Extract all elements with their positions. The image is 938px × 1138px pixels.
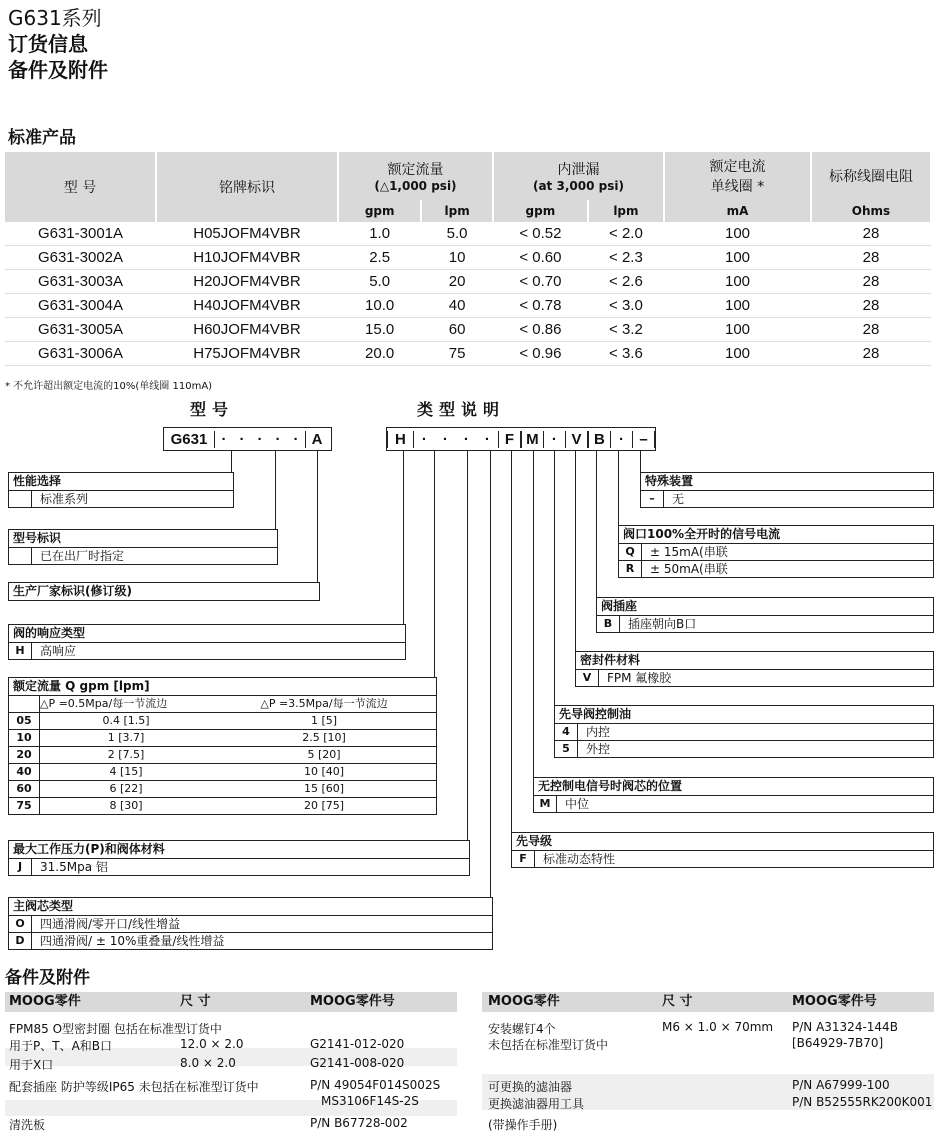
- table-cell: 100: [664, 318, 811, 342]
- acc-left-header: MOOG零件 尺 寸 MOOG零件号: [5, 992, 457, 1012]
- model-code-char: ·: [257, 430, 263, 448]
- type-code-char: F: [498, 431, 521, 448]
- accessories-heading: 备件及附件: [5, 968, 90, 988]
- table-cell: < 0.96: [493, 342, 588, 366]
- table-cell: H20JOFM4VBR: [156, 270, 338, 294]
- table-cell: H40JOFM4VBR: [156, 294, 338, 318]
- table-cell: 10: [421, 246, 493, 270]
- col-leak: 内泄漏 (at 3,000 psi): [493, 152, 664, 200]
- flow-row: 20 2 [7.5] 5 [20]: [9, 747, 436, 764]
- table-cell: H60JOFM4VBR: [156, 318, 338, 342]
- table-row: [5, 246, 931, 270]
- table-cell: 60: [421, 318, 493, 342]
- table-cell: 100: [664, 222, 811, 246]
- table-cell: < 2.6: [588, 270, 664, 294]
- table-row: [5, 270, 931, 294]
- standard-products-heading: 标准产品: [8, 128, 76, 148]
- table-cell: G631-3001A: [5, 222, 156, 246]
- maker-box: 生产厂家标识(修订级): [8, 582, 320, 601]
- type-code-char: ·: [421, 430, 427, 448]
- table-cell: 28: [811, 246, 931, 270]
- model-code-char: G631: [164, 431, 215, 448]
- spool-box: 主阀芯类型 O 四通滑阀/零开口/线性增益 D 四通滑阀/ ± 10%重叠量/线性增益: [8, 897, 493, 950]
- model-code-char: A: [305, 431, 328, 448]
- signal-box: 阀口100%全开时的信号电流 Q ± 15mA(串联 R ± 50mA(串联: [618, 525, 934, 578]
- flow-row: 60 6 [22] 15 [60]: [9, 781, 436, 798]
- table-cell: < 0.52: [493, 222, 588, 246]
- table-row: [5, 318, 931, 342]
- table-cell: 2.5: [338, 246, 421, 270]
- order-info-title: 订货信息: [8, 32, 88, 56]
- table-cell: 20.0: [338, 342, 421, 366]
- type-code-char: ·: [618, 430, 624, 448]
- unit-ohms: Ohms: [811, 200, 931, 222]
- unit-lpm: lpm: [421, 200, 493, 222]
- table-cell: 5.0: [338, 270, 421, 294]
- pilot-stage-box: 先导级 F 标准动态特性: [511, 832, 934, 868]
- table-cell: < 0.60: [493, 246, 588, 270]
- col-resistance: 标称线圈电阻: [811, 152, 931, 200]
- flow-row: 05 0.4 [1.5] 1 [5]: [9, 713, 436, 730]
- standard-products-table: [5, 152, 932, 366]
- col-current: 额定电流 单线圈 *: [664, 152, 811, 200]
- type-code-char: ·: [463, 430, 469, 448]
- acc-left-table: MOOG零件 尺 寸 MOOG零件号 FPM85 O型密封圈 包括在标准型订货中 用于P、T、A和B口 12.0 × 2.0 G2141-012-020 用于X口 8.0 × 2.0 G2141-008-020 配套插座 防护等级IP65 未包括在标准型订货中 P/N 49054F014S002S MS3106F14S-2S 清洗板 P/N B67728-002: [5, 992, 457, 1138]
- type-code-char: M: [521, 431, 544, 448]
- table-cell: H75JOFM4VBR: [156, 342, 338, 366]
- col-nameplate: 铭牌标识: [156, 152, 338, 222]
- no-signal-box: 无控制电信号时阀芯的位置 M 中位: [533, 777, 934, 813]
- model-id-box: 型号标识 已在出厂时指定: [8, 529, 278, 565]
- table-cell: 28: [811, 222, 931, 246]
- type-code-char: ·: [442, 430, 448, 448]
- table-cell: 100: [664, 270, 811, 294]
- table-row: [5, 342, 931, 366]
- model-code-char: ·: [221, 430, 227, 448]
- unit-gpm: gpm: [338, 200, 421, 222]
- table-cell: 15.0: [338, 318, 421, 342]
- response-box: 阀的响应类型 H 高响应: [8, 624, 406, 660]
- type-code-char: H: [387, 431, 414, 448]
- table-cell: G631-3006A: [5, 342, 156, 366]
- flow-row: 40 4 [15] 10 [40]: [9, 764, 436, 781]
- table-cell: 20: [421, 270, 493, 294]
- col-flow: 额定流量 (△1,000 psi): [338, 152, 493, 200]
- spares-title: 备件及附件: [8, 58, 108, 82]
- table-cell: 28: [811, 294, 931, 318]
- table-row: [5, 222, 931, 246]
- table-cell: 1.0: [338, 222, 421, 246]
- col-model: 型 号: [5, 152, 156, 222]
- table-cell: < 3.6: [588, 342, 664, 366]
- pilot-box: 先导阀控制油 4 内控 5 外控: [554, 705, 934, 758]
- table-cell: 28: [811, 318, 931, 342]
- acc-right-table: MOOG零件 尺 寸 MOOG零件号 安装螺钉4个 M6 × 1.0 × 70mm P/N A31324-144B 未包括在标准型订货中 [B64929-7B70] 可更换的滤油器 P/N A67999-100 更换滤油器用工具 P/N B52555RK200K001 (带操作手册): [482, 992, 934, 1138]
- flow-box: 额定流量 Q gpm [lpm] △P =0.5Mpa/每一节流边 △P =3.5Mpa/每一节流边 05 0.4 [1.5] 1 [5] 10 1 [3.7] 2.5 [10] 20 2 [7.5] 5 [20] 40 4 [15] 10 [40] 60 6 [22] 15 [60] 75 8 [30] 20 [75]: [8, 677, 437, 815]
- table-cell: 100: [664, 246, 811, 270]
- flow-row: 75 8 [30] 20 [75]: [9, 798, 436, 814]
- table-cell: < 2.0: [588, 222, 664, 246]
- table-cell: < 0.86: [493, 318, 588, 342]
- footnote: * 不允许超出额定电流的10%(单线圈 110mA): [5, 381, 213, 392]
- table-cell: 75: [421, 342, 493, 366]
- flow-row: 10 1 [3.7] 2.5 [10]: [9, 730, 436, 747]
- type-code-char: V: [565, 431, 588, 448]
- socket-box: 阀插座 B 插座朝向B口: [596, 597, 934, 633]
- table-cell: G631-3003A: [5, 270, 156, 294]
- pressure-box: 最大工作压力(P)和阀体材料 J 31.5Mpa 铝: [8, 840, 470, 876]
- table-cell: 28: [811, 342, 931, 366]
- model-code-char: ·: [293, 430, 299, 448]
- table-row: [5, 294, 931, 318]
- table-cell: < 3.0: [588, 294, 664, 318]
- table-cell: 28: [811, 270, 931, 294]
- table-cell: 40: [421, 294, 493, 318]
- table-cell: H10JOFM4VBR: [156, 246, 338, 270]
- table-cell: 100: [664, 342, 811, 366]
- type-code: [386, 427, 656, 451]
- table-cell: G631-3002A: [5, 246, 156, 270]
- unit-lpm: lpm: [588, 200, 664, 222]
- table-cell: 5.0: [421, 222, 493, 246]
- special-box: 特殊装置 – 无: [640, 472, 934, 508]
- model-title: 型号: [190, 400, 235, 419]
- table-cell: 10.0: [338, 294, 421, 318]
- table-cell: < 3.2: [588, 318, 664, 342]
- table-cell: G631-3005A: [5, 318, 156, 342]
- acc-right-header: MOOG零件 尺 寸 MOOG零件号: [482, 992, 934, 1012]
- type-code-char: ·: [551, 430, 557, 448]
- type-code-char: ·: [484, 430, 490, 448]
- series-title: G631系列: [8, 6, 102, 30]
- model-code-char: ·: [275, 430, 281, 448]
- type-code-char: B: [588, 431, 611, 448]
- table-cell: < 2.3: [588, 246, 664, 270]
- perf-box: 性能选择 标准系列: [8, 472, 234, 508]
- unit-gpm: gpm: [493, 200, 588, 222]
- model-code: [163, 427, 332, 451]
- table-cell: G631-3004A: [5, 294, 156, 318]
- model-code-char: ·: [239, 430, 245, 448]
- type-title: 类型说明: [417, 400, 506, 419]
- table-cell: < 0.70: [493, 270, 588, 294]
- table-cell: < 0.78: [493, 294, 588, 318]
- table-cell: 100: [664, 294, 811, 318]
- table-cell: H05JOFM4VBR: [156, 222, 338, 246]
- seal-box: 密封件材料 V FPM 氟橡胶: [575, 651, 934, 687]
- type-code-char: –: [632, 431, 655, 448]
- unit-ma: mA: [664, 200, 811, 222]
